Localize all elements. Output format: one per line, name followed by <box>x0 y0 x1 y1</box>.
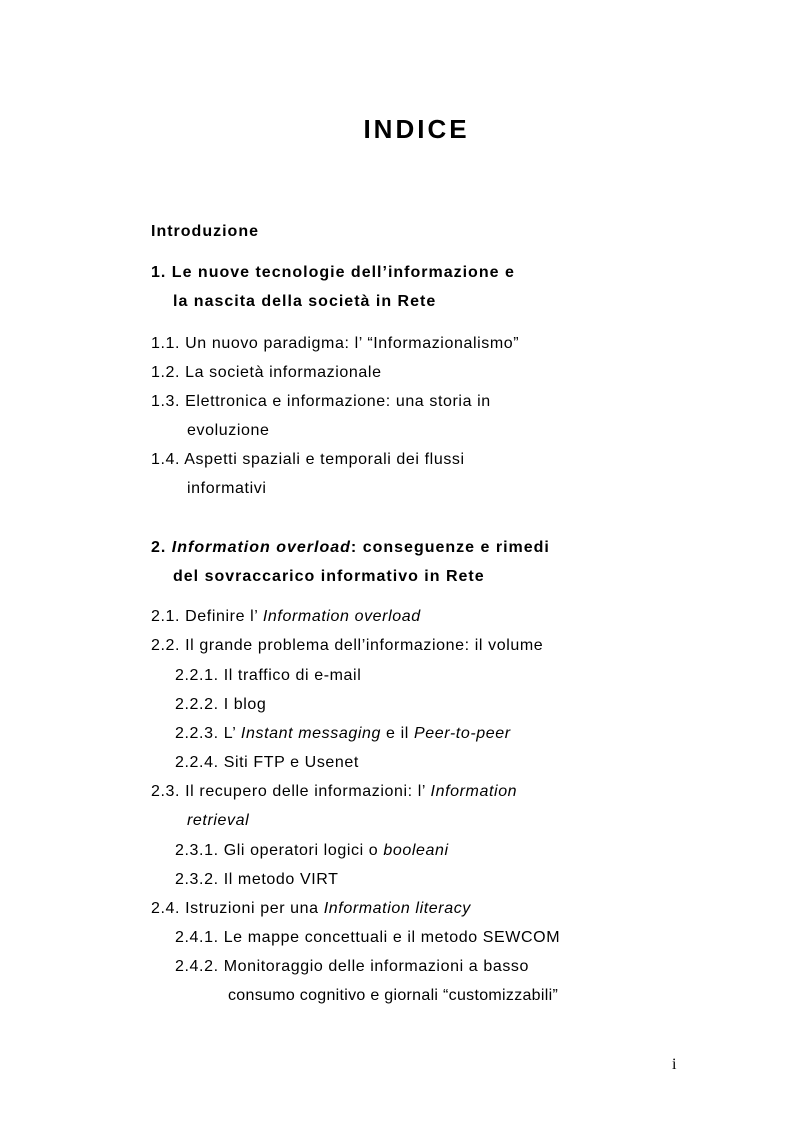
toc-subsection-number: 2.2.4. <box>175 754 219 771</box>
toc-section-2-3 <box>151 782 517 802</box>
toc-subsection-title-continued: consumo cognitivo e giornali “customizzabili” <box>228 987 559 1004</box>
toc-section-title-continued: retrieval <box>187 812 250 829</box>
toc-subsection-title: Le mappe concettuali e il metodo SEWCOM <box>223 929 561 946</box>
toc-subsection-2-2-3 <box>175 724 511 744</box>
toc-chapter-1-number: 1. <box>151 264 167 281</box>
toc-subsection-2-4-2-line2 <box>228 986 558 1006</box>
toc-section-title: Istruzioni per una <box>185 900 319 917</box>
toc-section-number: 1.4. <box>151 451 181 468</box>
toc-subsection-title: Monitoraggio delle informazioni a basso <box>223 958 530 975</box>
toc-subsection-title-middle: e il <box>386 725 409 742</box>
toc-section-1-3-line2 <box>187 421 270 441</box>
toc-section-title: Aspetti spaziali e temporali dei flussi <box>184 451 465 468</box>
toc-section-number: 1.3. <box>151 393 181 410</box>
toc-chapter-2-number: 2. <box>151 539 167 556</box>
toc-chapter-2-title-italic: Information overload <box>171 539 351 556</box>
toc-subsection-2-3-2 <box>175 870 339 890</box>
toc-chapter-1-title-line1: Le nuove tecnologie dell’informazione e <box>171 264 515 281</box>
toc-section-title: La società informazionale <box>185 364 382 381</box>
toc-section-title-italic: Information literacy <box>323 900 471 917</box>
toc-chapter-2-title-rest: : conseguenze e rimedi <box>350 539 550 556</box>
toc-subsection-number: 2.2.2. <box>175 696 219 713</box>
toc-chapter-2-title-line2: del sovraccarico informativo in Rete <box>173 568 485 585</box>
toc-chapter-1-line2 <box>173 292 436 312</box>
toc-chapter-2-line2 <box>173 567 485 587</box>
toc-section-2-4 <box>151 899 471 919</box>
toc-introduction-label: Introduzione <box>151 223 259 240</box>
toc-subsection-title: I blog <box>223 696 267 713</box>
toc-subsection-title: Siti FTP e Usenet <box>223 754 359 771</box>
toc-section-title: Definire l’ <box>185 608 258 625</box>
toc-subsection-title-italic-2: Peer-to-peer <box>413 725 511 742</box>
toc-section-2-3-line2 <box>187 811 249 831</box>
toc-subsection-title-italic-1: Instant messaging <box>240 725 381 742</box>
toc-chapter-1-title-line2: la nascita della società in Rete <box>173 293 437 310</box>
toc-section-number: 2.3. <box>151 783 181 800</box>
toc-subsection-title: Il metodo VIRT <box>223 871 339 888</box>
toc-subsection-2-2-2 <box>175 695 266 715</box>
toc-section-1-1 <box>151 334 519 354</box>
toc-subsection-number: 2.4.2. <box>175 958 219 975</box>
toc-section-title-italic: Information <box>430 783 518 800</box>
toc-section-number: 2.2. <box>151 637 181 654</box>
toc-subsection-number: 2.2.3. <box>175 725 219 742</box>
toc-section-title-italic: Information overload <box>262 608 421 625</box>
toc-introduction <box>151 222 259 242</box>
toc-subsection-number: 2.3.1. <box>175 842 219 859</box>
toc-section-2-1 <box>151 607 421 627</box>
toc-subsection-2-2-4 <box>175 753 359 773</box>
toc-section-1-3 <box>151 392 491 412</box>
toc-section-number: 2.4. <box>151 900 181 917</box>
toc-subsection-2-3-1 <box>175 841 449 861</box>
toc-section-number: 2.1. <box>151 608 181 625</box>
toc-section-number: 1.2. <box>151 364 181 381</box>
toc-section-2-2 <box>151 636 543 656</box>
toc-section-title-continued: evoluzione <box>187 422 270 439</box>
toc-subsection-2-2-1 <box>175 666 361 686</box>
toc-section-1-4-line2 <box>187 479 267 499</box>
toc-subsection-number: 2.4.1. <box>175 929 219 946</box>
toc-section-title: Il recupero delle informazioni: l’ <box>185 783 426 800</box>
toc-subsection-title-italic: booleani <box>383 842 449 859</box>
page-title: INDICE <box>363 114 470 144</box>
toc-chapter-1 <box>151 263 515 283</box>
toc-subsection-title: Gli operatori logici o <box>223 842 379 859</box>
toc-section-1-4 <box>151 450 465 470</box>
toc-subsection-2-4-1 <box>175 928 560 948</box>
toc-chapter-2 <box>151 538 550 558</box>
page-number: i <box>672 1056 677 1073</box>
toc-section-title: Elettronica e informazione: una storia in <box>185 393 491 410</box>
toc-subsection-title: Il traffico di e-mail <box>223 667 362 684</box>
toc-subsection-number: 2.2.1. <box>175 667 219 684</box>
toc-subsection-title-prefix: L’ <box>223 725 236 742</box>
toc-section-title: Il grande problema dell’informazione: il volume <box>185 637 544 654</box>
toc-section-title-continued: informativi <box>187 480 267 497</box>
toc-subsection-number: 2.3.2. <box>175 871 219 888</box>
toc-section-title: Un nuovo paradigma: l’ “Informazionalismo” <box>185 335 520 352</box>
toc-subsection-2-4-2 <box>175 957 529 977</box>
toc-section-number: 1.1. <box>151 335 181 352</box>
toc-section-1-2 <box>151 363 382 383</box>
